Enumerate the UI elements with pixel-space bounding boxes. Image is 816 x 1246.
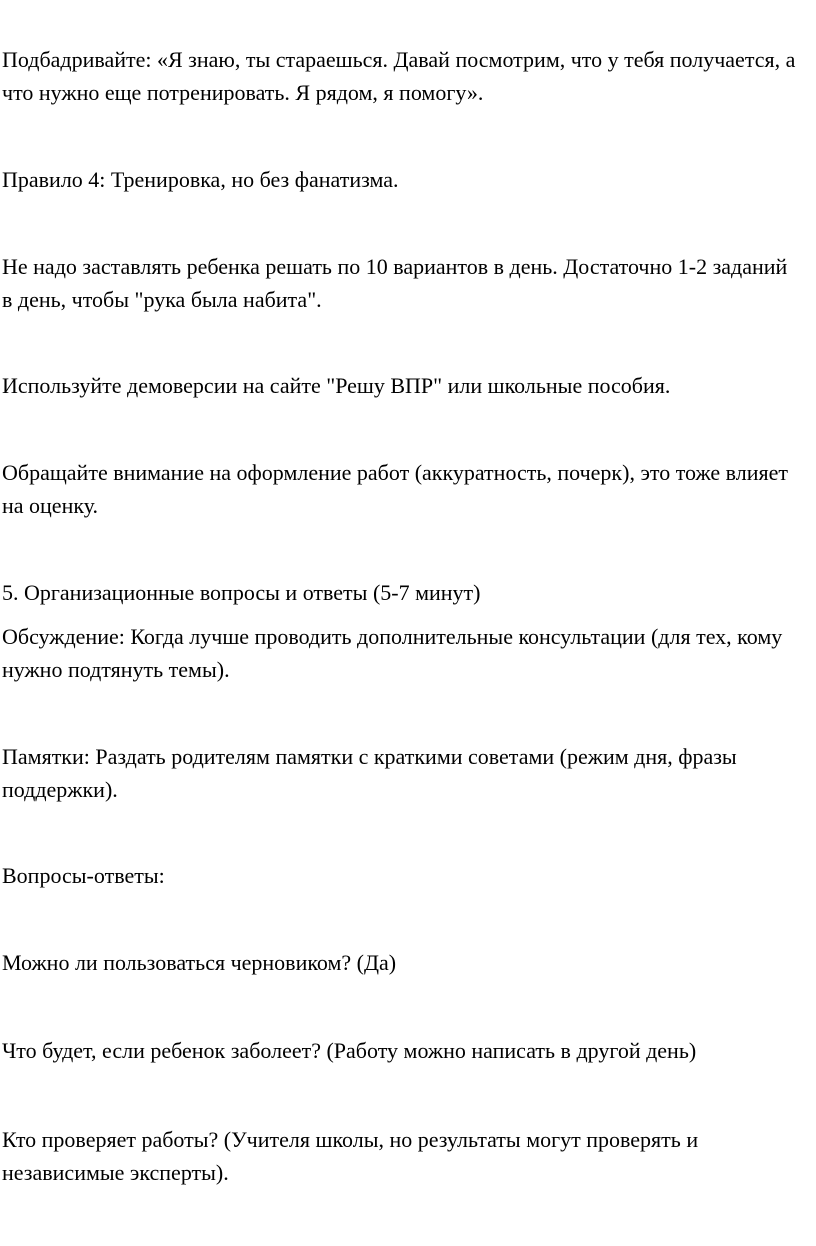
- paragraph-q-illness: Что будет, если ребенок заболеет? (Работу можно написать в другой день): [2, 1038, 697, 1063]
- paragraph-discussion: Обсуждение: Когда лучше проводить дополнительные консультации (для тех, кому нужно подтянуть темы).: [2, 624, 783, 682]
- paragraph-rule-4: Правило 4: Тренировка, но без фанатизма.: [2, 167, 399, 192]
- paragraph-qa-heading: Вопросы-ответы:: [2, 863, 165, 888]
- paragraph-memos: Памятки: Раздать родителям памятки с краткими советами (режим дня, фразы поддержки).: [2, 744, 737, 802]
- paragraph-q-checking: Кто проверяет работы? (Учителя школы, но результаты могут проверять и независимые эксперты).: [2, 1127, 699, 1185]
- paragraph-demo-versions: Используйте демоверсии на сайте "Решу ВПР" или школьные пособия.: [2, 373, 671, 398]
- paragraph-no-forcing: Не надо заставлять ребенка решать по 10 вариантов в день. Достаточно 1-2 заданий в день, чтобы "рука была набита".: [2, 254, 788, 312]
- paragraph-formatting: Обращайте внимание на оформление работ (аккуратность, почерк), это тоже влияет на оценку.: [2, 460, 789, 518]
- paragraph-encourage: Подбадривайте: «Я знаю, ты стараешься. Давай посмотрим, что у тебя получается, а что нужно еще потренировать. Я рядом, я помогу».: [2, 47, 796, 105]
- section-heading-5: 5. Организационные вопросы и ответы (5-7 минут): [2, 580, 481, 605]
- paragraph-q-draft: Можно ли пользоваться черновиком? (Да): [2, 950, 397, 975]
